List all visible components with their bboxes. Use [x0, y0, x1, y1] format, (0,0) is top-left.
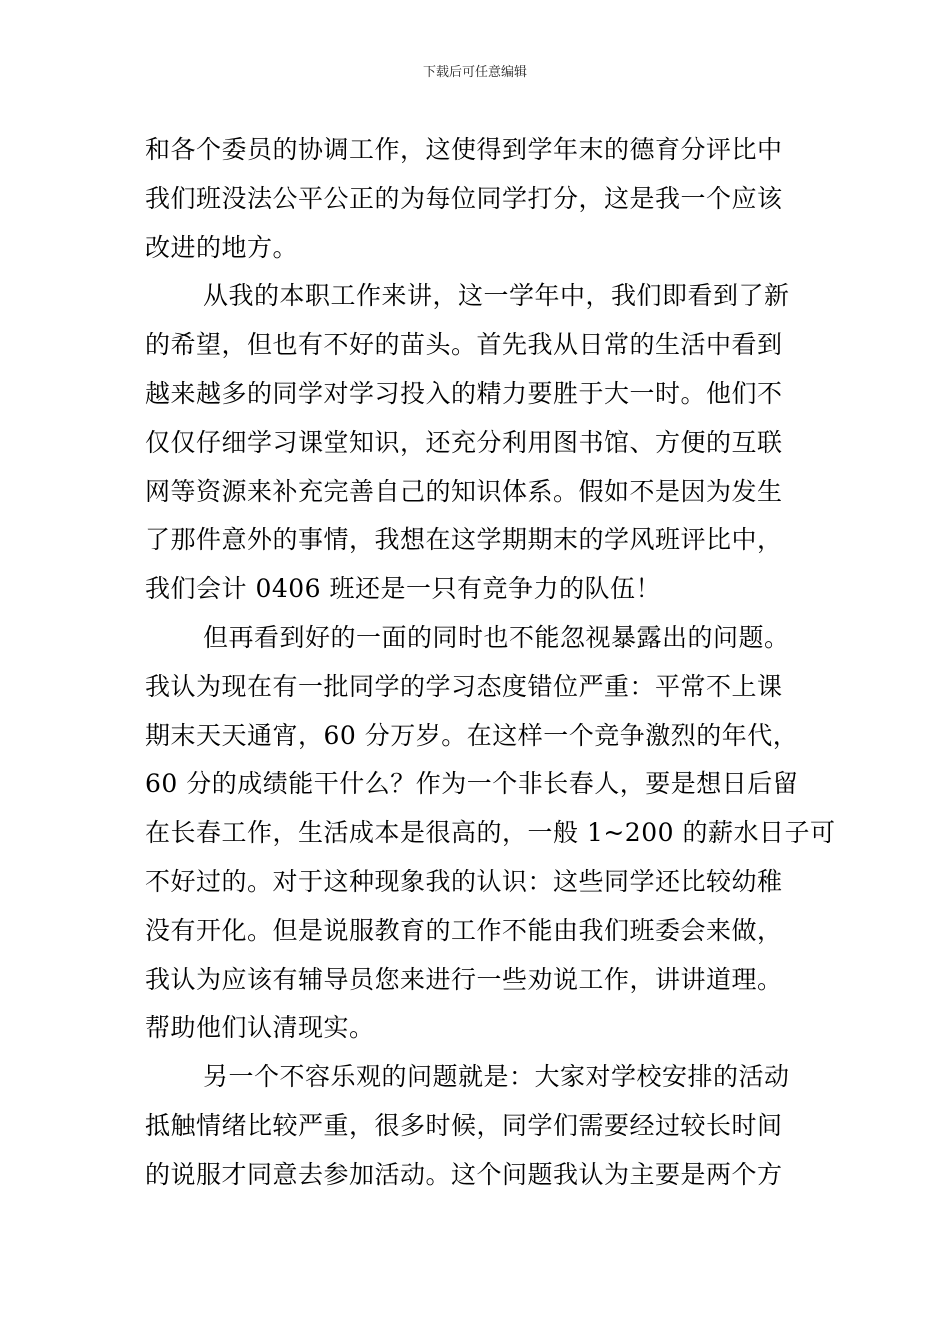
paragraph-start-line: 从我的本职工作来讲，这一学年中，我们即看到了新	[203, 281, 790, 311]
text-line: 60 分的成绩能干什么？作为一个非长春人，要是想日后留	[145, 769, 799, 799]
document-body	[145, 126, 836, 1200]
text-line: 期末天天通宵，60 分万岁。在这样一个竞争激烈的年代，	[145, 720, 799, 750]
text-line: 的说服才同意去参加活动。这个问题我认为主要是两个方	[145, 1159, 783, 1189]
text-line: 和各个委员的协调工作，这使得到学年末的德育分评比中	[145, 135, 783, 164]
text-line: 没有开化。但是说服教育的工作不能由我们班委会来做，	[145, 915, 783, 945]
text-line: 我们班没法公平公正的为每位同学打分，这是我一个应该	[145, 183, 783, 213]
text-line: 网等资源来补充完善自己的知识体系。假如不是因为发生	[145, 476, 783, 506]
paragraph-start-line: 但再看到好的一面的同时也不能忽视暴露出的问题。	[203, 622, 790, 652]
text-line: 在长春工作，生活成本是很高的，一般 1~200 的薪水日子可	[145, 818, 836, 848]
text-line: 了那件意外的事情，我想在这学期期末的学风班评比中，	[145, 525, 783, 555]
text-line: 的希望，但也有不好的苗头。首先我从日常的生活中看到	[145, 330, 783, 360]
text-line: 改进的地方。	[145, 232, 299, 262]
text-line: 抵触情绪比较严重，很多时候，同学们需要经过较长时间	[145, 1110, 783, 1140]
text-line: 仅仅仔细学习课堂知识，还充分利用图书馆、方便的互联	[145, 427, 783, 457]
page-header: 下载后可任意编辑	[422, 65, 527, 80]
text-line: 我认为应该有辅导员您来进行一些劝说工作，讲讲道理。	[145, 964, 783, 994]
text-line: 我认为现在有一批同学的学习态度错位严重：平常不上课	[145, 671, 783, 701]
text-line: 帮助他们认清现实。	[145, 1013, 375, 1043]
text-line: 我们会计 0406 班还是一只有竞争力的队伍！	[145, 574, 662, 604]
text-line: 越来越多的同学对学习投入的精力要胜于大一时。他们不	[145, 378, 783, 408]
text-line: 不好过的。对于这种现象我的认识：这些同学还比较幼稚	[145, 866, 783, 896]
paragraph-start-line: 另一个不容乐观的问题就是：大家对学校安排的活动	[203, 1062, 790, 1092]
